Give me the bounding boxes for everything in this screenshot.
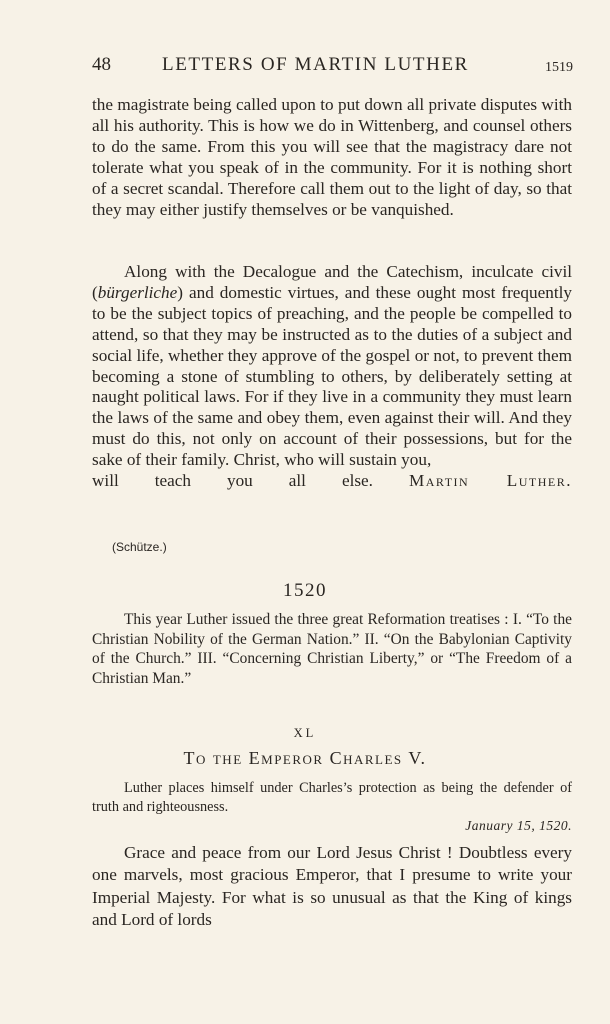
text-segment: ) and domestic virtues, and these ought most frequently to be the subject topics of preaching, and the people be compelled to attend, so that they may be instructed as to the duties of a subject and social life, whether they approve of the gospel or not, to prevent them becoming a stone of stumbling to others, by deliberately setting at naught political laws. For if they live in a community they must learn the laws of the same and obey them, even against their will. And they must do this, not only on account of their possessions, but for the sake of their family. Christ, who will sustain you, <box>92 282 572 470</box>
signature: Martin Luther. <box>408 471 572 491</box>
page-header <box>92 54 573 80</box>
paragraph-text: the magistrate being called upon to put down all private disputes with all his authority. This is how we do in Wittenberg, and counsel others to do the same. From this you will see that the magistracy dare not tolerate what you speak of in the community. For it is nothing short of a secret scandal. Therefore call them out to the light of day, so that they may either justify themselves or be vanquished. <box>92 95 572 219</box>
source-note: (Schütze.) <box>112 540 167 554</box>
section-year-heading: 1520 <box>283 580 327 601</box>
paragraph-text <box>92 262 572 471</box>
letter-date: January 15, 1520. <box>465 818 572 833</box>
year-introduction: This year Luther issued the three great Reformation treatises : I. “To the Christian Nobility of the German Nation.” II. “On the Babylonian Captivity of the Church.” III. “Concerning Christian Liberty,” or “The Freedom of a Christian Man.” <box>92 611 572 687</box>
letter-summary: Luther places himself under Charles’s protection as being the defender of truth and righteousness. <box>92 780 572 815</box>
signoff-line <box>92 471 572 492</box>
letter-opening <box>92 842 572 932</box>
italic-term: bürgerliche <box>97 282 178 302</box>
letter-number: XL <box>293 726 317 740</box>
page-number: 48 <box>92 54 111 75</box>
letter-title: To the Emperor Charles V. <box>183 748 427 768</box>
running-title: LETTERS OF MARTIN LUTHER <box>162 54 469 75</box>
paragraph-continued <box>92 95 572 220</box>
paragraph-text: Grace and peace from our Lord Jesus Christ ! Doubtless every one marvels, most gracious Emperor, that I presume to write your Imperial Majesty. For what is so unusual as that the King of kings and Lord of lords <box>92 843 572 930</box>
paragraph-civic-virtues <box>92 262 572 492</box>
header-year: 1519 <box>545 60 573 75</box>
text-segment: Along with the Decalogue and the Catechism, inculcate civil ( <box>92 262 572 302</box>
closing-text: will teach you all else. <box>92 471 373 491</box>
